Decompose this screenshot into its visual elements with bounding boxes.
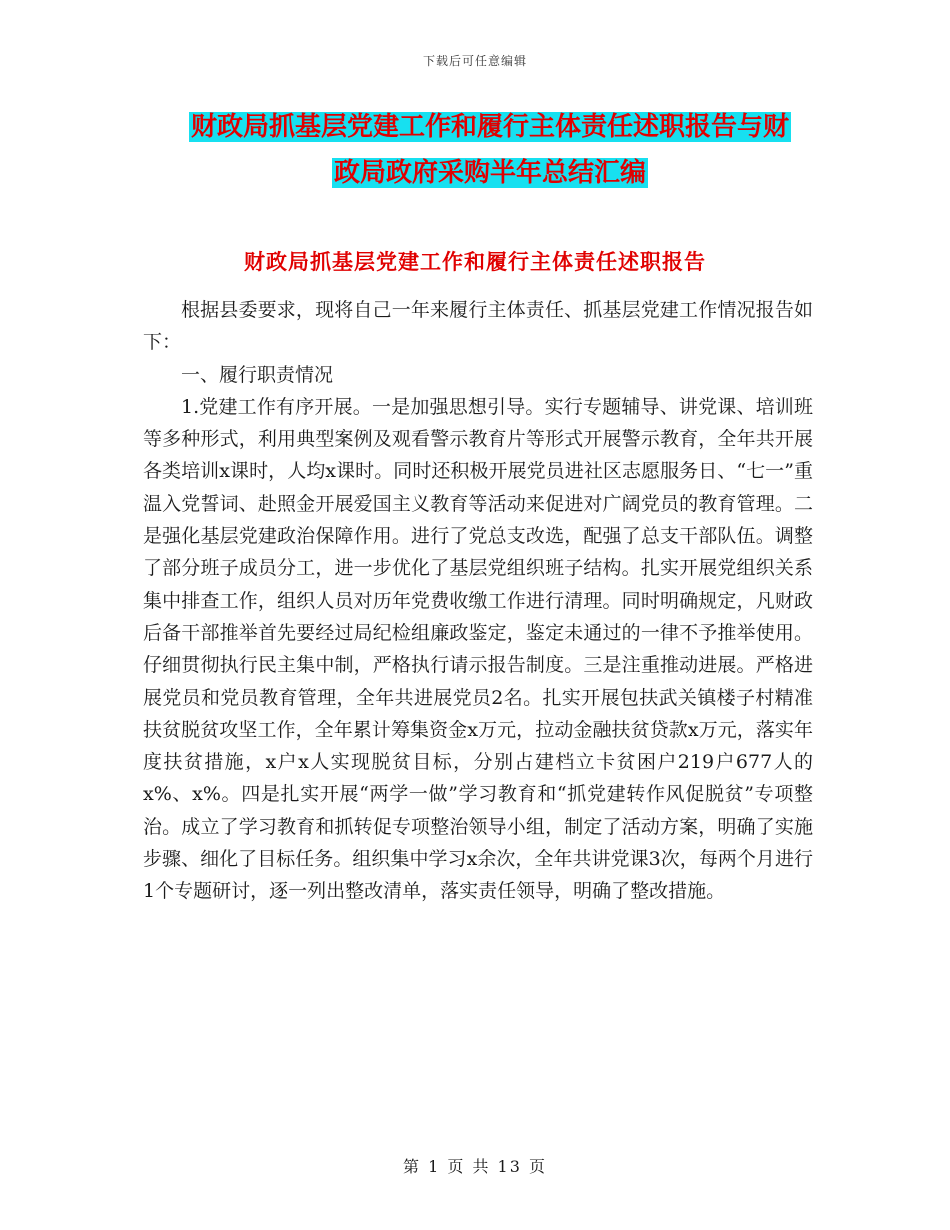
document-title-line-2: 政局政府采购半年总结汇编 [333,158,646,188]
intro-paragraph: 根据县委要求，现将自己一年来履行主体责任、抓基层党建工作情况报告如下： [143,299,813,354]
section-title: 财政局抓基层党建工作和履行主体责任述职报告 [244,249,706,274]
document-title [130,104,850,196]
document-body [143,294,813,908]
header-note: 下载后可任意编辑 [422,54,527,68]
section-heading-duties: 一、履行职责情况 [181,363,334,386]
party-building-paragraph: 1.党建工作有序开展。一是加强思想引导。实行专题辅导、讲党课、培训班等多种形式，利用典型案例及观看警示教育片等形式开展警示教育，全年共开展各类培训x课时，人均x课时。同时还积极开展党员进社区志愿服务日、“七一”重温入党誓词、赴照金开展爱国主义教育等活动来促进对广阔党员的教育管理。二是强化基层党建政治保障作用。进行了党总支改选，配强了总支干部队伍。调整了部分班子成员分工，进一步优化了基层党组织班子结构。扎实开展党组织关系集中排查工作，组织人员对历年党费收缴工作进行清理。同时明确规定，凡财政后备干部推举首先要经过局纪检组廉政鉴定，鉴定未通过的一律不予推举使用。仔细贯彻执行民主集中制，严格执行请示报告制度。三是注重推动进展。严格进展党员和党员教育管理，全年共进展党员2名。扎实开展包扶武关镇楼子村精准扶贫脱贫攻坚工作，全年累计筹集资金x万元，拉动金融扶贫贷款x万元，落实年度扶贫措施，x户x人实现脱贫目标，分别占建档立卡贫困户219户677人的x%、x%。四是扎实开展“两学一做”学习教育和“抓党建转作风促脱贫”专项整治。成立了学习教育和抓转促专项整治领导小组，制定了活动方案，明确了实施步骤、细化了目标任务。组织集中学习x余次，全年共讲党课3次，每两个月进行1个专题研讨，逐一列出整改清单，落实责任领导，明确了整改措施。 [143,395,813,903]
document-title-line-1: 财政局抓基层党建工作和履行主体责任述职报告与财 [190,112,789,142]
page-number: 第 1 页 共 13 页 [403,1157,547,1176]
